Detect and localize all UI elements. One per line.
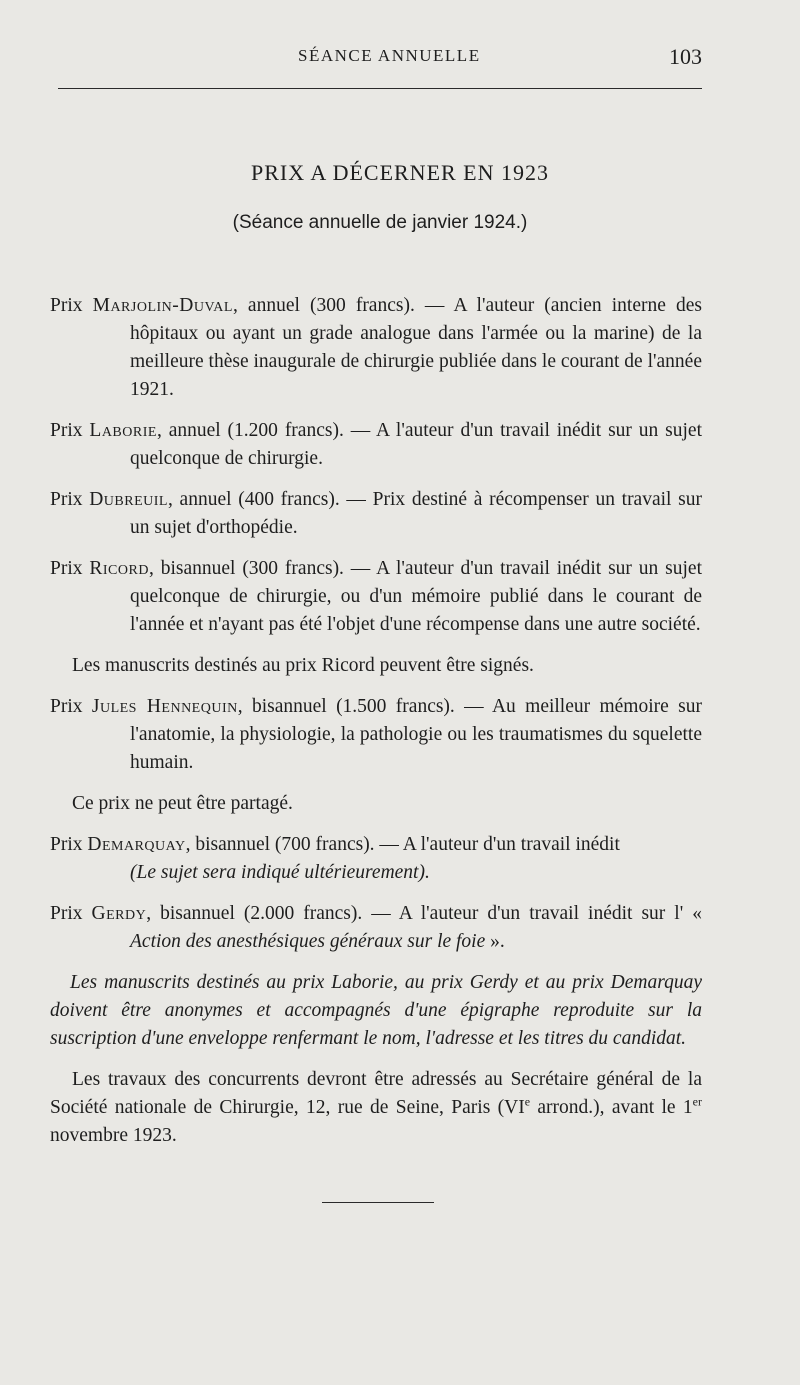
prize-description: , bisannuel (700 francs). — A l'auteur d'un travail inédit <box>185 834 620 855</box>
prize-prefix: Prix <box>50 696 92 717</box>
prize-prefix: Prix <box>50 834 88 855</box>
date-superscript: er <box>692 1094 702 1109</box>
prize-name: Demarquay <box>87 834 186 855</box>
prize-entry-demarquay <box>50 831 702 887</box>
prize-name: Dubreuil <box>89 489 168 510</box>
page-number: 103 <box>669 44 702 69</box>
prize-name: Gerdy <box>91 903 147 924</box>
closing-paragraph <box>50 1066 702 1150</box>
prize-description: , annuel (1.200 francs). — A l'auteur d'un travail inédit sur un sujet quelconque de chirurgie. <box>130 420 703 469</box>
ricord-note: Les manuscrits destinés au prix Ricord peuvent être signés. <box>72 655 534 676</box>
body-text <box>50 292 702 1150</box>
page-title: PRIX A DÉCERNER EN 1923 <box>250 160 550 185</box>
prize-description: , bisannuel (300 francs). — A l'auteur d'un travail inédit sur un sujet quelconque de chirurgie, ou d'un mémoire publié dans le courant de l'année et n'ayant pas été l'objet d'une récompense dans une autre société. <box>130 558 702 635</box>
prize-prefix: Prix <box>50 420 90 441</box>
prize-prefix: Prix <box>50 295 93 316</box>
prize-entry-gerdy <box>50 900 702 956</box>
prize-description: , bisannuel (1.500 francs). — Au meilleur mémoire sur l'anatomie, la physiologie, la pathologie ou les traumatismes du squelette humain. <box>130 696 702 773</box>
prize-description: , annuel (400 francs). — Prix destiné à récompenser un travail sur un sujet d'orthopédie. <box>130 489 702 538</box>
anonymity-note: Les manuscrits destinés au prix Laborie, au prix Gerdy et au prix Demarquay doivent être anonymes et accompagnés d'une épigraphe reproduite sur la suscription d'une enveloppe renfermant le nom, l'adresse et les titres du candidat. <box>50 972 702 1049</box>
hennequin-note: Ce prix ne peut être partagé. <box>72 793 293 814</box>
prize-subject: Action des anesthésiques généraux sur le foie <box>130 931 486 952</box>
closing-text-3: novembre 1923. <box>50 1125 177 1146</box>
header-rule <box>58 88 702 89</box>
prize-name: Marjolin-Duval <box>92 295 233 316</box>
prize-entry-dubreuil <box>50 486 702 542</box>
prize-name: Ricord <box>89 558 149 579</box>
prize-description: , bisannuel (2.000 francs). — A l'auteur d'un travail inédit sur l' « <box>146 903 702 924</box>
arrond-superscript: e <box>524 1094 531 1109</box>
prize-suffix: ». <box>485 931 505 952</box>
closing-text: Les travaux des concurrents devront être adressés au Secrétaire général de la Société nationale de Chirurgie, 12, rue de Seine, Paris (VI <box>50 1069 702 1118</box>
prize-prefix: Prix <box>50 489 90 510</box>
prize-description: , annuel (300 francs). — A l'auteur (ancien interne des hôpitaux ou ayant un grade analogue dans l'armée ou la marine) de la meilleure thèse inaugurale de chirurgie publiée dans le courant de l'année 1921. <box>130 295 702 400</box>
prize-prefix: Prix <box>50 558 90 579</box>
prize-prefix: Prix <box>50 903 92 924</box>
running-head <box>0 46 800 72</box>
prize-entry-marjolin-duval <box>50 292 702 404</box>
running-head-title: SÉANCE ANNUELLE <box>298 46 481 65</box>
prize-name: Laborie <box>89 420 157 441</box>
closing-text-2: arrond.), avant le 1 <box>530 1097 693 1118</box>
prize-italic-note: (Le sujet sera indiqué ultérieurement). <box>130 862 430 883</box>
prize-entry-ricord <box>50 555 702 639</box>
prize-entry-jules-hennequin <box>50 693 702 777</box>
prize-entry-laborie <box>50 417 702 473</box>
prize-name: Jules Hennequin <box>91 696 238 717</box>
end-rule <box>322 1202 434 1203</box>
page-subtitle: (Séance annuelle de janvier 1924.) <box>232 212 528 233</box>
